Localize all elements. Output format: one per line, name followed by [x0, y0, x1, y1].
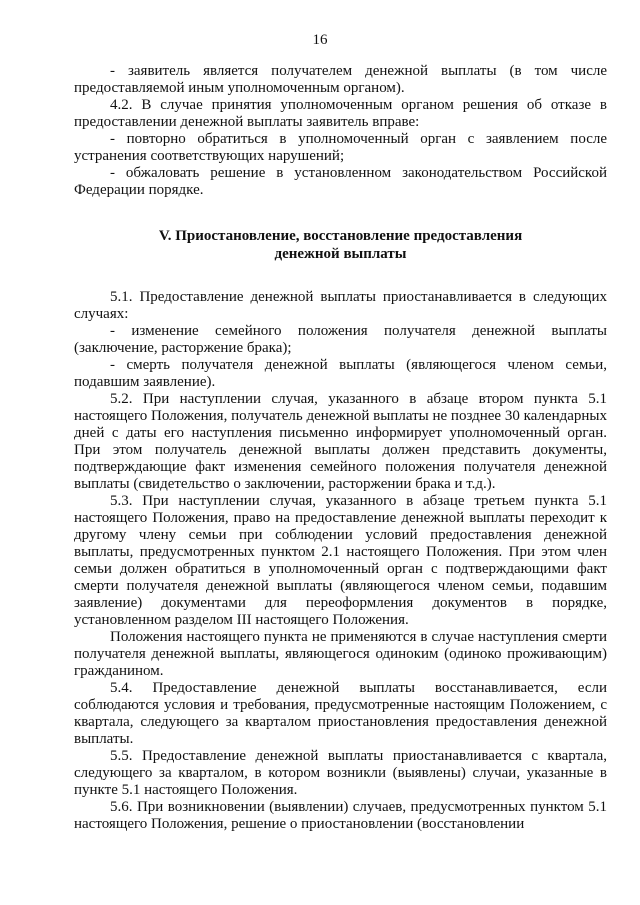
section-heading-line: денежной выплаты [274, 246, 407, 262]
page-number: 16 [312, 32, 328, 48]
paragraph: - изменение семейного положения получателя денежной выплаты (заключение, расторжение брака); [74, 323, 607, 356]
paragraph: - повторно обратиться в уполномоченный орган с заявлением после устранения соответствующих нарушений; [74, 131, 607, 164]
paragraph: 5.2. При наступлении случая, указанного в абзаце втором пункта 5.1 настоящего Положения, получатель денежной выплаты не позднее 30 календарных дней с даты его наступления письменно информирует уполномоченный орган. При этом получатель денежной выплаты должен представить документы, подтверждающие факт изменения семейного положения получателя денежной выплаты (свидетельство о заключении, расторжении брака и т.д.). [74, 391, 607, 492]
paragraph: 5.4. Предоставление денежной выплаты восстанавливается, если соблюдаются условия и требования, предусмотренные настоящим Положением, с квартала, следующего за кварталом приостановления предоставления денежной выплаты. [74, 680, 607, 747]
paragraph: 5.1. Предоставление денежной выплаты приостанавливается в следующих случаях: [74, 289, 607, 322]
section-heading-line: V. Приостановление, восстановление предоставления [158, 228, 523, 244]
document-body [74, 63, 607, 833]
paragraph: 5.6. При возникновении (выявлении) случаев, предусмотренных пунктом 5.1 настоящего Положения, решение о приостановлении (восстановлении [74, 799, 607, 832]
paragraph: 5.3. При наступлении случая, указанного в абзаце третьем пункта 5.1 настоящего Положения, право на предоставление денежной выплаты переходит к другому члену семьи при соблюдении условий предоставления денежной выплаты, предусмотренных пунктом 2.1 настоящего Положения. При этом член семьи должен обратиться в уполномоченный орган с подтверждающими факт смерти получателя денежной выплаты (являющегося членом семьи, подавшим заявление) документами для переоформления документов в порядке, установленном разделом III настоящего Положения. [74, 493, 607, 628]
paragraph: Положения настоящего пункта не применяются в случае наступления смерти получателя денежной выплаты, являющегося одиноким (одиноко проживающим) гражданином. [74, 629, 607, 679]
paragraph: - обжаловать решение в установленном законодательством Российской Федерации порядке. [74, 165, 607, 198]
paragraph: 5.5. Предоставление денежной выплаты приостанавливается с квартала, следующего за кварталом, в котором возникли (выявлены) случаи, указанные в пункте 5.1 настоящего Положения. [74, 748, 607, 798]
paragraph: - смерть получателя денежной выплаты (являющегося членом семьи, подавшим заявление). [74, 357, 607, 390]
section-heading [74, 227, 607, 263]
paragraph: - заявитель является получателем денежной выплаты (в том числе предоставляемой иным уполномоченным органом). [74, 63, 607, 96]
paragraph: 4.2. В случае принятия уполномоченным органом решения об отказе в предоставлении денежной выплаты заявитель вправе: [74, 97, 607, 130]
